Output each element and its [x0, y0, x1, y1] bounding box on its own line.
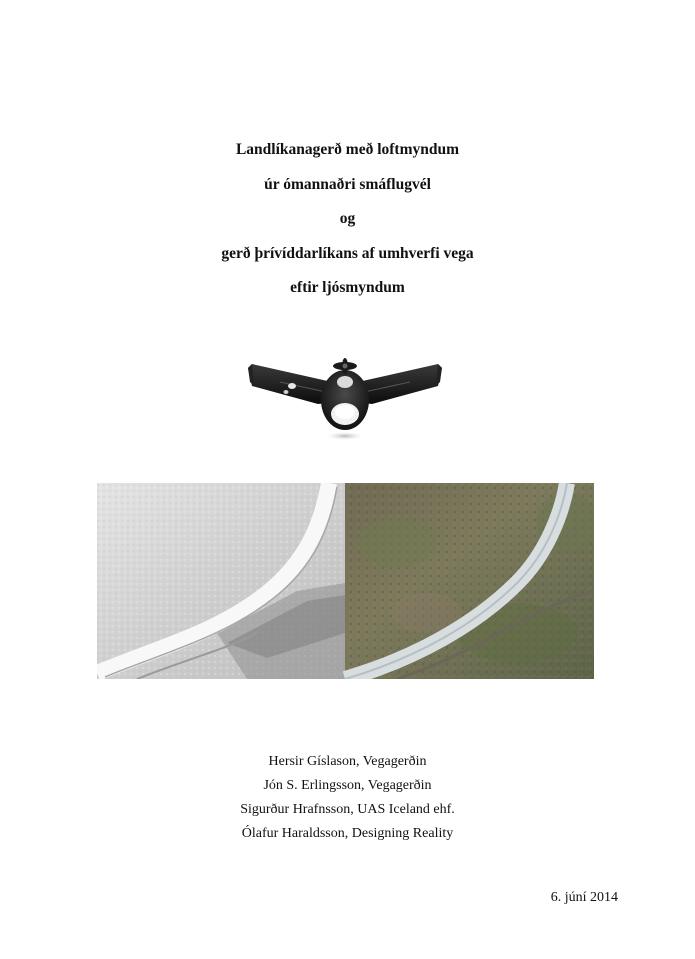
author-list	[0, 750, 695, 846]
author-4: Ólafur Haraldsson, Designing Reality	[241, 826, 454, 841]
drone-image	[240, 352, 450, 442]
title-line-5: eftir ljósmyndum	[290, 279, 405, 296]
title-line-3: og	[339, 210, 356, 227]
author-2: Jón S. Erlingsson, Vegagerðin	[263, 778, 432, 793]
publication-date: 6. júní 2014	[550, 890, 618, 905]
author-1: Hersir Gíslason, Vegagerðin	[268, 754, 427, 769]
report-title	[0, 133, 695, 306]
terrain-image	[97, 483, 594, 679]
title-line-1: Landlíkanagerð með loftmyndum	[235, 141, 460, 158]
title-line-2: úr ómannaðri smáflugvél	[264, 175, 431, 193]
author-3: Sigurður Hrafnsson, UAS Iceland ehf.	[240, 802, 455, 817]
title-line-4: gerð þrívíddarlíkans af umhverfi vega	[221, 244, 474, 262]
